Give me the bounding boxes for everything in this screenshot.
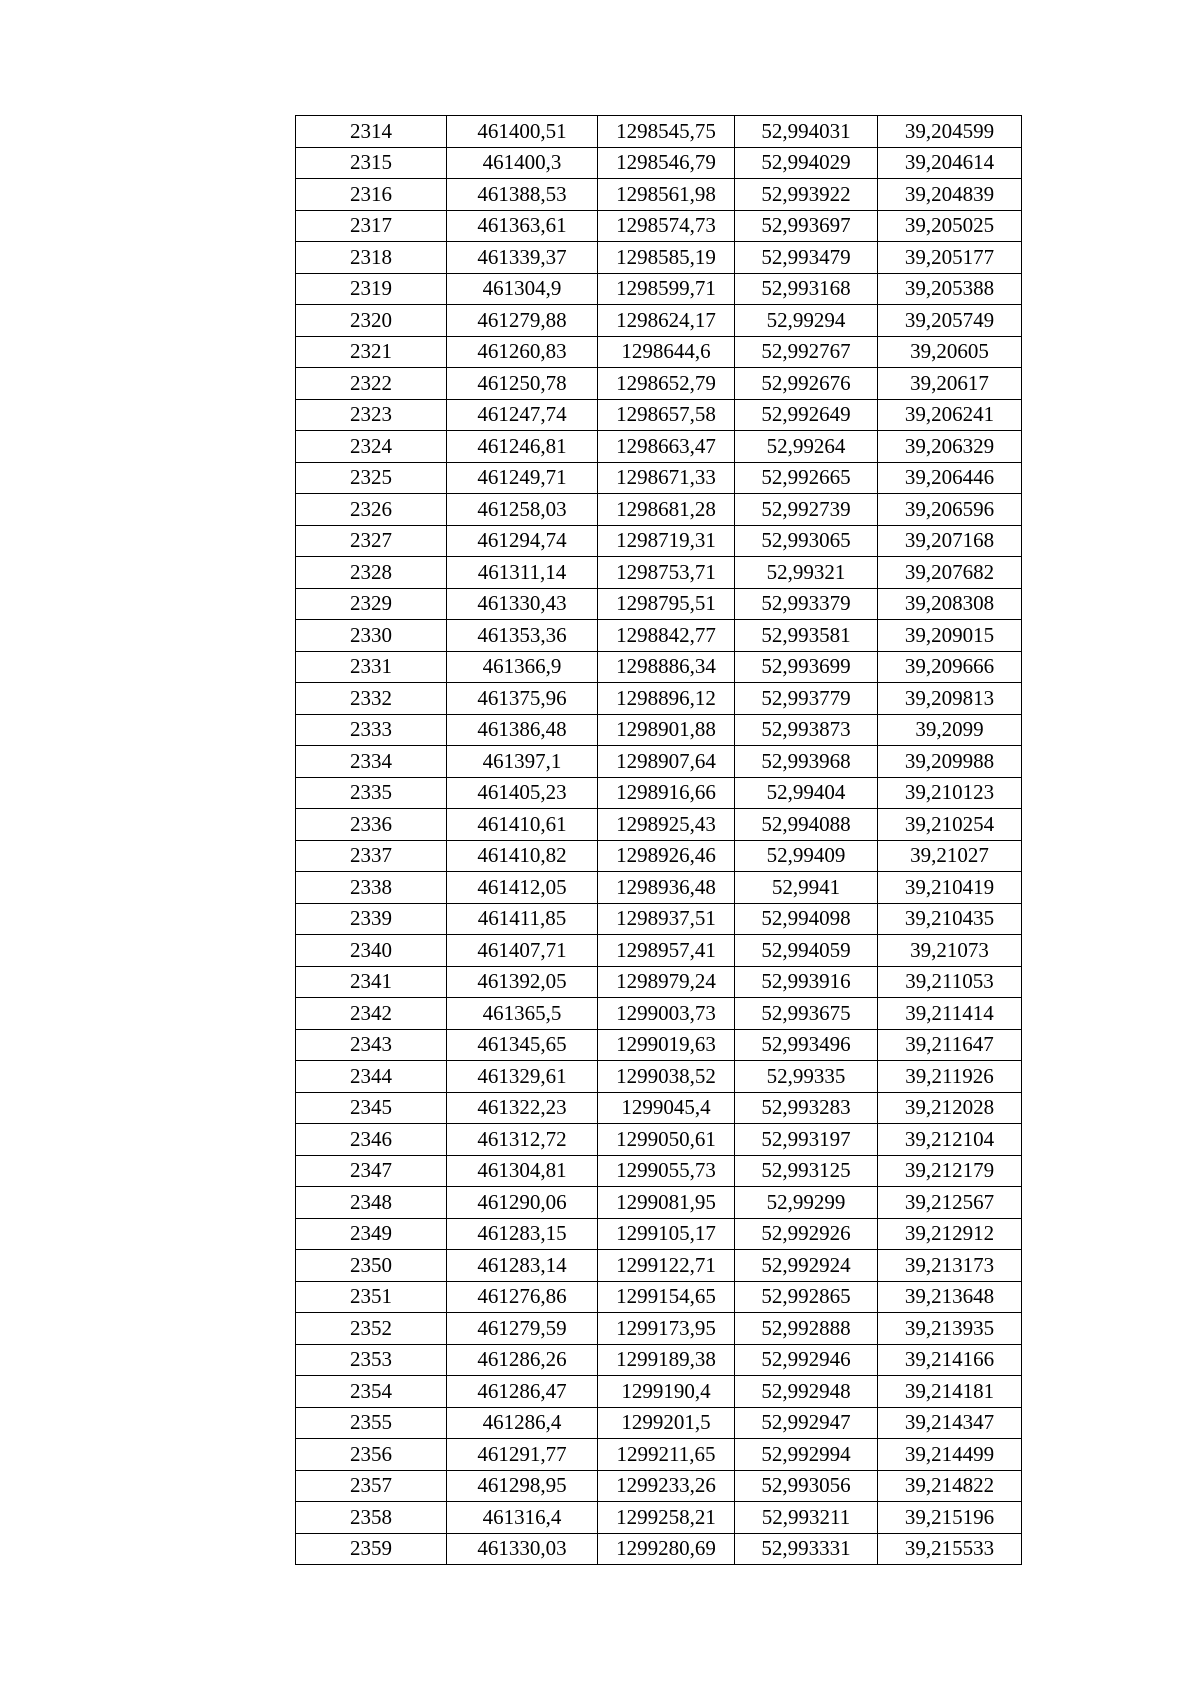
- longitude-cell: 39,209666: [878, 651, 1022, 683]
- latitude-cell: 52,993211: [735, 1502, 878, 1534]
- table-row: [296, 1407, 1022, 1439]
- table-row: [296, 1218, 1022, 1250]
- latitude-cell: 52,9941: [735, 872, 878, 904]
- table-row: [296, 1187, 1022, 1219]
- x-coordinate-cell: 461388,53: [447, 179, 598, 211]
- point-number-cell: 2317: [296, 210, 447, 242]
- longitude-cell: 39,209813: [878, 683, 1022, 715]
- latitude-cell: 52,993479: [735, 242, 878, 274]
- table-row: [296, 1470, 1022, 1502]
- x-coordinate-cell: 461294,74: [447, 525, 598, 557]
- table-row: [296, 998, 1022, 1030]
- table-row: [296, 1029, 1022, 1061]
- x-coordinate-cell: 461304,9: [447, 273, 598, 305]
- x-coordinate-cell: 461286,47: [447, 1376, 598, 1408]
- latitude-cell: 52,993331: [735, 1533, 878, 1565]
- point-number-cell: 2334: [296, 746, 447, 778]
- x-coordinate-cell: 461363,61: [447, 210, 598, 242]
- latitude-cell: 52,99294: [735, 305, 878, 337]
- latitude-cell: 52,993283: [735, 1092, 878, 1124]
- point-number-cell: 2324: [296, 431, 447, 463]
- table-row: [296, 368, 1022, 400]
- point-number-cell: 2355: [296, 1407, 447, 1439]
- y-coordinate-cell: 1298795,51: [598, 588, 735, 620]
- y-coordinate-cell: 1298545,75: [598, 116, 735, 148]
- point-number-cell: 2349: [296, 1218, 447, 1250]
- point-number-cell: 2351: [296, 1281, 447, 1313]
- longitude-cell: 39,211414: [878, 998, 1022, 1030]
- point-number-cell: 2357: [296, 1470, 447, 1502]
- coordinates-table: [295, 115, 1022, 1565]
- y-coordinate-cell: 1299105,17: [598, 1218, 735, 1250]
- table-row: [296, 557, 1022, 589]
- table-row: [296, 1313, 1022, 1345]
- table-row: [296, 1502, 1022, 1534]
- latitude-cell: 52,993922: [735, 179, 878, 211]
- table-row: [296, 746, 1022, 778]
- x-coordinate-cell: 461339,37: [447, 242, 598, 274]
- x-coordinate-cell: 461286,26: [447, 1344, 598, 1376]
- table-row: [296, 179, 1022, 211]
- point-number-cell: 2331: [296, 651, 447, 683]
- x-coordinate-cell: 461279,88: [447, 305, 598, 337]
- table-row: [296, 242, 1022, 274]
- table-row: [296, 809, 1022, 841]
- longitude-cell: 39,213173: [878, 1250, 1022, 1282]
- point-number-cell: 2323: [296, 399, 447, 431]
- point-number-cell: 2337: [296, 840, 447, 872]
- longitude-cell: 39,204599: [878, 116, 1022, 148]
- latitude-cell: 52,993697: [735, 210, 878, 242]
- point-number-cell: 2343: [296, 1029, 447, 1061]
- longitude-cell: 39,205177: [878, 242, 1022, 274]
- y-coordinate-cell: 1298979,24: [598, 966, 735, 998]
- x-coordinate-cell: 461247,74: [447, 399, 598, 431]
- point-number-cell: 2319: [296, 273, 447, 305]
- point-number-cell: 2353: [296, 1344, 447, 1376]
- latitude-cell: 52,993873: [735, 714, 878, 746]
- point-number-cell: 2341: [296, 966, 447, 998]
- y-coordinate-cell: 1299190,4: [598, 1376, 735, 1408]
- longitude-cell: 39,214822: [878, 1470, 1022, 1502]
- y-coordinate-cell: 1299173,95: [598, 1313, 735, 1345]
- table-row: [296, 525, 1022, 557]
- point-number-cell: 2316: [296, 179, 447, 211]
- point-number-cell: 2356: [296, 1439, 447, 1471]
- x-coordinate-cell: 461283,14: [447, 1250, 598, 1282]
- point-number-cell: 2326: [296, 494, 447, 526]
- latitude-cell: 52,993779: [735, 683, 878, 715]
- x-coordinate-cell: 461260,83: [447, 336, 598, 368]
- x-coordinate-cell: 461410,61: [447, 809, 598, 841]
- x-coordinate-cell: 461407,71: [447, 935, 598, 967]
- x-coordinate-cell: 461366,9: [447, 651, 598, 683]
- x-coordinate-cell: 461386,48: [447, 714, 598, 746]
- point-number-cell: 2336: [296, 809, 447, 841]
- x-coordinate-cell: 461291,77: [447, 1439, 598, 1471]
- point-number-cell: 2348: [296, 1187, 447, 1219]
- longitude-cell: 39,211926: [878, 1061, 1022, 1093]
- x-coordinate-cell: 461330,43: [447, 588, 598, 620]
- longitude-cell: 39,213935: [878, 1313, 1022, 1345]
- latitude-cell: 52,99335: [735, 1061, 878, 1093]
- table-row: [296, 116, 1022, 148]
- latitude-cell: 52,993675: [735, 998, 878, 1030]
- latitude-cell: 52,993699: [735, 651, 878, 683]
- x-coordinate-cell: 461397,1: [447, 746, 598, 778]
- x-coordinate-cell: 461353,36: [447, 620, 598, 652]
- longitude-cell: 39,211647: [878, 1029, 1022, 1061]
- y-coordinate-cell: 1298916,66: [598, 777, 735, 809]
- table-row: [296, 1376, 1022, 1408]
- table-row: [296, 462, 1022, 494]
- y-coordinate-cell: 1298671,33: [598, 462, 735, 494]
- longitude-cell: 39,215196: [878, 1502, 1022, 1534]
- x-coordinate-cell: 461412,05: [447, 872, 598, 904]
- table-row: [296, 1344, 1022, 1376]
- y-coordinate-cell: 1298901,88: [598, 714, 735, 746]
- point-number-cell: 2340: [296, 935, 447, 967]
- y-coordinate-cell: 1298574,73: [598, 210, 735, 242]
- longitude-cell: 39,209988: [878, 746, 1022, 778]
- table-row: [296, 305, 1022, 337]
- y-coordinate-cell: 1299038,52: [598, 1061, 735, 1093]
- latitude-cell: 52,993056: [735, 1470, 878, 1502]
- x-coordinate-cell: 461411,85: [447, 903, 598, 935]
- longitude-cell: 39,205388: [878, 273, 1022, 305]
- y-coordinate-cell: 1299122,71: [598, 1250, 735, 1282]
- point-number-cell: 2338: [296, 872, 447, 904]
- y-coordinate-cell: 1298546,79: [598, 147, 735, 179]
- table-row: [296, 336, 1022, 368]
- y-coordinate-cell: 1298896,12: [598, 683, 735, 715]
- table-row: [296, 1124, 1022, 1156]
- point-number-cell: 2342: [296, 998, 447, 1030]
- y-coordinate-cell: 1298936,48: [598, 872, 735, 904]
- longitude-cell: 39,213648: [878, 1281, 1022, 1313]
- y-coordinate-cell: 1299233,26: [598, 1470, 735, 1502]
- point-number-cell: 2345: [296, 1092, 447, 1124]
- x-coordinate-cell: 461330,03: [447, 1533, 598, 1565]
- latitude-cell: 52,993197: [735, 1124, 878, 1156]
- x-coordinate-cell: 461400,3: [447, 147, 598, 179]
- table-row: [296, 588, 1022, 620]
- table-row: [296, 903, 1022, 935]
- table-row: [296, 399, 1022, 431]
- y-coordinate-cell: 1298842,77: [598, 620, 735, 652]
- table-row: [296, 620, 1022, 652]
- x-coordinate-cell: 461365,5: [447, 998, 598, 1030]
- table-row: [296, 840, 1022, 872]
- x-coordinate-cell: 461246,81: [447, 431, 598, 463]
- x-coordinate-cell: 461258,03: [447, 494, 598, 526]
- longitude-cell: 39,206329: [878, 431, 1022, 463]
- table-row: [296, 147, 1022, 179]
- x-coordinate-cell: 461276,86: [447, 1281, 598, 1313]
- latitude-cell: 52,992888: [735, 1313, 878, 1345]
- longitude-cell: 39,215533: [878, 1533, 1022, 1565]
- y-coordinate-cell: 1298926,46: [598, 840, 735, 872]
- y-coordinate-cell: 1298886,34: [598, 651, 735, 683]
- point-number-cell: 2320: [296, 305, 447, 337]
- longitude-cell: 39,206241: [878, 399, 1022, 431]
- x-coordinate-cell: 461290,06: [447, 1187, 598, 1219]
- point-number-cell: 2354: [296, 1376, 447, 1408]
- table-row: [296, 966, 1022, 998]
- y-coordinate-cell: 1299201,5: [598, 1407, 735, 1439]
- y-coordinate-cell: 1298957,41: [598, 935, 735, 967]
- latitude-cell: 52,994059: [735, 935, 878, 967]
- y-coordinate-cell: 1298937,51: [598, 903, 735, 935]
- x-coordinate-cell: 461279,59: [447, 1313, 598, 1345]
- x-coordinate-cell: 461392,05: [447, 966, 598, 998]
- y-coordinate-cell: 1299081,95: [598, 1187, 735, 1219]
- longitude-cell: 39,2099: [878, 714, 1022, 746]
- y-coordinate-cell: 1298624,17: [598, 305, 735, 337]
- y-coordinate-cell: 1298925,43: [598, 809, 735, 841]
- latitude-cell: 52,992926: [735, 1218, 878, 1250]
- y-coordinate-cell: 1299019,63: [598, 1029, 735, 1061]
- table-row: [296, 431, 1022, 463]
- y-coordinate-cell: 1298561,98: [598, 179, 735, 211]
- longitude-cell: 39,20617: [878, 368, 1022, 400]
- table-row: [296, 1092, 1022, 1124]
- y-coordinate-cell: 1299045,4: [598, 1092, 735, 1124]
- x-coordinate-cell: 461316,4: [447, 1502, 598, 1534]
- longitude-cell: 39,210419: [878, 872, 1022, 904]
- longitude-cell: 39,214181: [878, 1376, 1022, 1408]
- longitude-cell: 39,212028: [878, 1092, 1022, 1124]
- point-number-cell: 2329: [296, 588, 447, 620]
- table-row: [296, 1250, 1022, 1282]
- table-row: [296, 1281, 1022, 1313]
- longitude-cell: 39,212567: [878, 1187, 1022, 1219]
- latitude-cell: 52,992924: [735, 1250, 878, 1282]
- longitude-cell: 39,214347: [878, 1407, 1022, 1439]
- latitude-cell: 52,992948: [735, 1376, 878, 1408]
- x-coordinate-cell: 461329,61: [447, 1061, 598, 1093]
- y-coordinate-cell: 1299211,65: [598, 1439, 735, 1471]
- longitude-cell: 39,208308: [878, 588, 1022, 620]
- x-coordinate-cell: 461249,71: [447, 462, 598, 494]
- latitude-cell: 52,994098: [735, 903, 878, 935]
- latitude-cell: 52,993968: [735, 746, 878, 778]
- latitude-cell: 52,992739: [735, 494, 878, 526]
- latitude-cell: 52,993496: [735, 1029, 878, 1061]
- point-number-cell: 2327: [296, 525, 447, 557]
- point-number-cell: 2350: [296, 1250, 447, 1282]
- point-number-cell: 2321: [296, 336, 447, 368]
- x-coordinate-cell: 461312,72: [447, 1124, 598, 1156]
- longitude-cell: 39,212179: [878, 1155, 1022, 1187]
- longitude-cell: 39,214499: [878, 1439, 1022, 1471]
- point-number-cell: 2344: [296, 1061, 447, 1093]
- longitude-cell: 39,205025: [878, 210, 1022, 242]
- table-row: [296, 651, 1022, 683]
- table-row: [296, 935, 1022, 967]
- latitude-cell: 52,99404: [735, 777, 878, 809]
- latitude-cell: 52,993581: [735, 620, 878, 652]
- x-coordinate-cell: 461286,4: [447, 1407, 598, 1439]
- longitude-cell: 39,214166: [878, 1344, 1022, 1376]
- table-row: [296, 714, 1022, 746]
- y-coordinate-cell: 1298657,58: [598, 399, 735, 431]
- point-number-cell: 2358: [296, 1502, 447, 1534]
- point-number-cell: 2359: [296, 1533, 447, 1565]
- latitude-cell: 52,992947: [735, 1407, 878, 1439]
- y-coordinate-cell: 1298652,79: [598, 368, 735, 400]
- y-coordinate-cell: 1298663,47: [598, 431, 735, 463]
- x-coordinate-cell: 461250,78: [447, 368, 598, 400]
- point-number-cell: 2315: [296, 147, 447, 179]
- y-coordinate-cell: 1298753,71: [598, 557, 735, 589]
- longitude-cell: 39,206446: [878, 462, 1022, 494]
- point-number-cell: 2339: [296, 903, 447, 935]
- longitude-cell: 39,209015: [878, 620, 1022, 652]
- table-row: [296, 1061, 1022, 1093]
- y-coordinate-cell: 1298719,31: [598, 525, 735, 557]
- y-coordinate-cell: 1299189,38: [598, 1344, 735, 1376]
- longitude-cell: 39,204614: [878, 147, 1022, 179]
- latitude-cell: 52,992865: [735, 1281, 878, 1313]
- latitude-cell: 52,993065: [735, 525, 878, 557]
- latitude-cell: 52,994031: [735, 116, 878, 148]
- table-row: [296, 494, 1022, 526]
- longitude-cell: 39,211053: [878, 966, 1022, 998]
- longitude-cell: 39,210435: [878, 903, 1022, 935]
- latitude-cell: 52,993125: [735, 1155, 878, 1187]
- point-number-cell: 2332: [296, 683, 447, 715]
- x-coordinate-cell: 461345,65: [447, 1029, 598, 1061]
- table-row: [296, 1533, 1022, 1565]
- point-number-cell: 2328: [296, 557, 447, 589]
- longitude-cell: 39,204839: [878, 179, 1022, 211]
- latitude-cell: 52,992665: [735, 462, 878, 494]
- y-coordinate-cell: 1299258,21: [598, 1502, 735, 1534]
- y-coordinate-cell: 1299280,69: [598, 1533, 735, 1565]
- table-row: [296, 872, 1022, 904]
- longitude-cell: 39,20605: [878, 336, 1022, 368]
- table-row: [296, 777, 1022, 809]
- longitude-cell: 39,212912: [878, 1218, 1022, 1250]
- table-row: [296, 1155, 1022, 1187]
- table-row: [296, 210, 1022, 242]
- x-coordinate-cell: 461410,82: [447, 840, 598, 872]
- longitude-cell: 39,206596: [878, 494, 1022, 526]
- latitude-cell: 52,993916: [735, 966, 878, 998]
- y-coordinate-cell: 1298585,19: [598, 242, 735, 274]
- x-coordinate-cell: 461405,23: [447, 777, 598, 809]
- latitude-cell: 52,992994: [735, 1439, 878, 1471]
- x-coordinate-cell: 461400,51: [447, 116, 598, 148]
- latitude-cell: 52,994088: [735, 809, 878, 841]
- longitude-cell: 39,207682: [878, 557, 1022, 589]
- table-row: [296, 1439, 1022, 1471]
- longitude-cell: 39,21073: [878, 935, 1022, 967]
- point-number-cell: 2325: [296, 462, 447, 494]
- x-coordinate-cell: 461298,95: [447, 1470, 598, 1502]
- latitude-cell: 52,994029: [735, 147, 878, 179]
- y-coordinate-cell: 1298599,71: [598, 273, 735, 305]
- longitude-cell: 39,21027: [878, 840, 1022, 872]
- latitude-cell: 52,99321: [735, 557, 878, 589]
- latitude-cell: 52,99299: [735, 1187, 878, 1219]
- y-coordinate-cell: 1298681,28: [598, 494, 735, 526]
- latitude-cell: 52,992676: [735, 368, 878, 400]
- y-coordinate-cell: 1299055,73: [598, 1155, 735, 1187]
- longitude-cell: 39,212104: [878, 1124, 1022, 1156]
- x-coordinate-cell: 461311,14: [447, 557, 598, 589]
- point-number-cell: 2333: [296, 714, 447, 746]
- x-coordinate-cell: 461322,23: [447, 1092, 598, 1124]
- y-coordinate-cell: 1298644,6: [598, 336, 735, 368]
- latitude-cell: 52,99409: [735, 840, 878, 872]
- longitude-cell: 39,210123: [878, 777, 1022, 809]
- longitude-cell: 39,205749: [878, 305, 1022, 337]
- point-number-cell: 2347: [296, 1155, 447, 1187]
- x-coordinate-cell: 461375,96: [447, 683, 598, 715]
- y-coordinate-cell: 1299050,61: [598, 1124, 735, 1156]
- longitude-cell: 39,210254: [878, 809, 1022, 841]
- y-coordinate-cell: 1298907,64: [598, 746, 735, 778]
- point-number-cell: 2318: [296, 242, 447, 274]
- longitude-cell: 39,207168: [878, 525, 1022, 557]
- point-number-cell: 2346: [296, 1124, 447, 1156]
- point-number-cell: 2352: [296, 1313, 447, 1345]
- latitude-cell: 52,993379: [735, 588, 878, 620]
- point-number-cell: 2335: [296, 777, 447, 809]
- table-row: [296, 273, 1022, 305]
- y-coordinate-cell: 1299154,65: [598, 1281, 735, 1313]
- latitude-cell: 52,992946: [735, 1344, 878, 1376]
- latitude-cell: 52,99264: [735, 431, 878, 463]
- y-coordinate-cell: 1299003,73: [598, 998, 735, 1030]
- latitude-cell: 52,992767: [735, 336, 878, 368]
- x-coordinate-cell: 461283,15: [447, 1218, 598, 1250]
- latitude-cell: 52,992649: [735, 399, 878, 431]
- point-number-cell: 2330: [296, 620, 447, 652]
- coordinates-table-body: [296, 116, 1022, 1565]
- point-number-cell: 2314: [296, 116, 447, 148]
- table-row: [296, 683, 1022, 715]
- x-coordinate-cell: 461304,81: [447, 1155, 598, 1187]
- point-number-cell: 2322: [296, 368, 447, 400]
- latitude-cell: 52,993168: [735, 273, 878, 305]
